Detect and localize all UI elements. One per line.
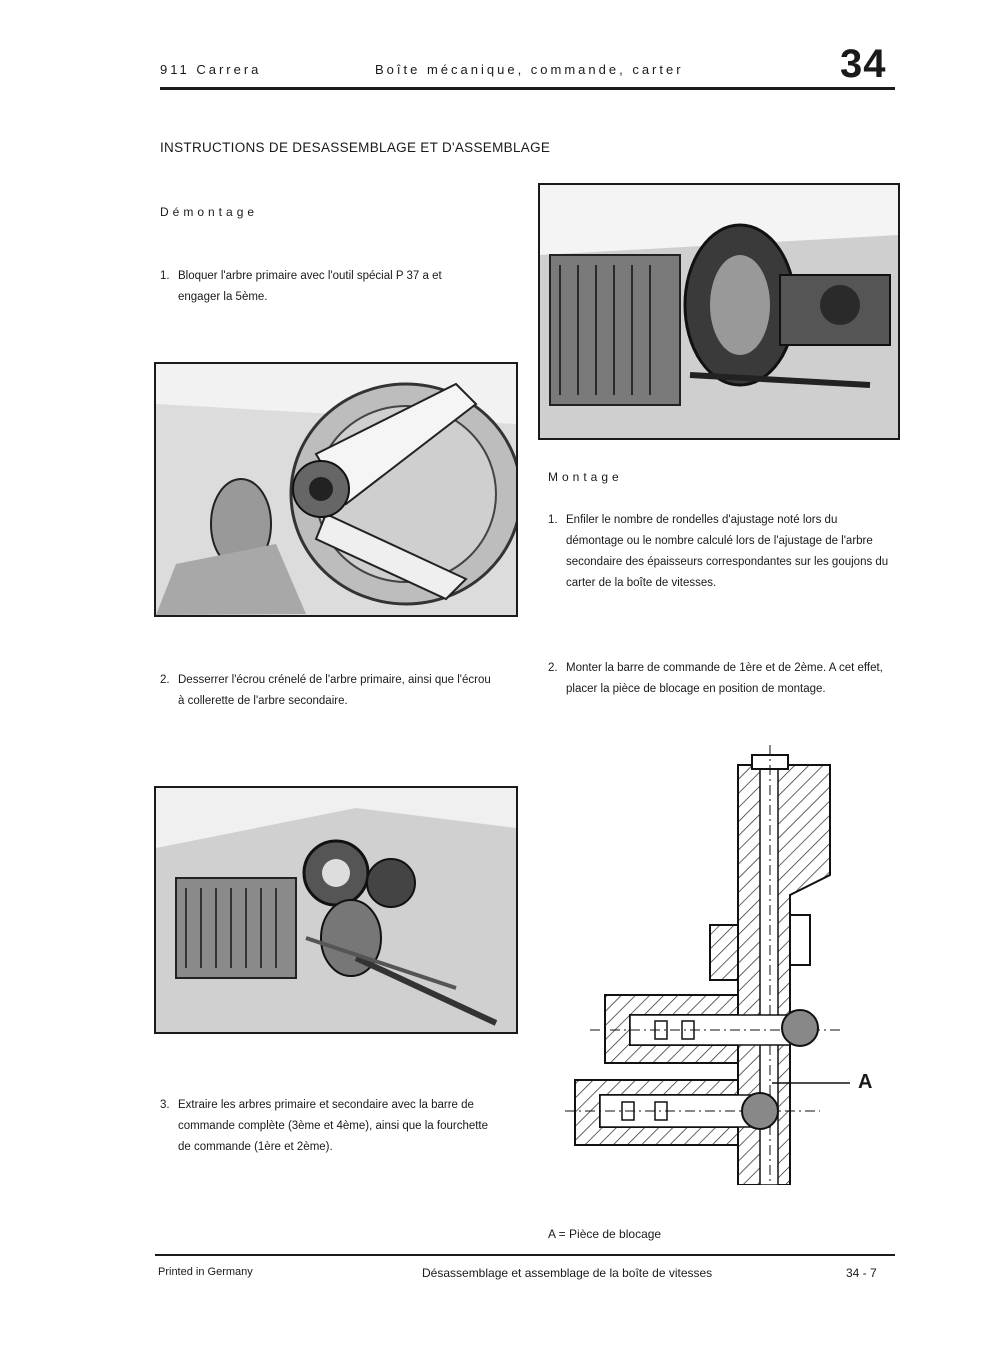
demontage-step-3 [160,1095,500,1158]
montage-step-1 [548,510,893,594]
footer-title: Désassemblage et assemblage de la boîte de vitesses [422,1266,713,1280]
header-rule [160,87,895,90]
step-number: 2. [548,662,558,674]
footer-page-number: 34 - 7 [846,1266,877,1280]
photo-gearbox-overview [538,183,900,440]
step-number: 2. [160,674,170,686]
header-chapter-title: Boîte mécanique, commande, carter [375,62,684,77]
demontage-step-1 [160,266,480,308]
montage-step-2 [548,658,893,700]
photo-special-tool-p37a [154,362,518,617]
step-text: Desserrer l'écrou crénelé de l'arbre primaire, ainsi que l'écrou à collerette de l'arbre secondaire. [178,674,491,707]
step-text: Enfiler le nombre de rondelles d'ajustage noté lors du démontage ou le nombre calculé lors de l'ajustage de l'arbre secondaire des épaisseurs correspondantes sur les goujons du carter de la boîte de vitesses. [566,514,889,589]
diagram-caption: A = Pièce de blocage [548,1227,662,1241]
montage-title: Montage [548,470,623,484]
step-text: Extraire les arbres primaire et secondaire avec la barre de commande complète (3ème et 4ème), ainsi que la fourchette de commande (1ère et 2ème). [178,1099,489,1153]
step-text: Monter la barre de commande de 1ère et de 2ème. A cet effet, placer la pièce de blocage en position de montage. [566,662,883,695]
step-text: Bloquer l'arbre primaire avec l'outil spécial P 37 a et engager la 5ème. [178,270,442,303]
footer-rule [155,1254,895,1256]
header-model: 911 Carrera [160,62,262,77]
demontage-step-2 [160,670,500,712]
cross-section-diagram [560,745,890,1185]
step-number: 3. [160,1099,170,1111]
diagram-label-a: A [858,1071,873,1093]
demontage-title: Démontage [160,205,259,219]
step-number: 1. [548,514,558,526]
page-title: INSTRUCTIONS DE DESASSEMBLAGE ET D'ASSEMBLAGE [160,140,551,155]
step-number: 1. [160,270,170,282]
header-section-number: 34 [840,42,887,86]
footer-printed: Printed in Germany [158,1266,253,1278]
photo-shaft-extraction [154,786,518,1034]
